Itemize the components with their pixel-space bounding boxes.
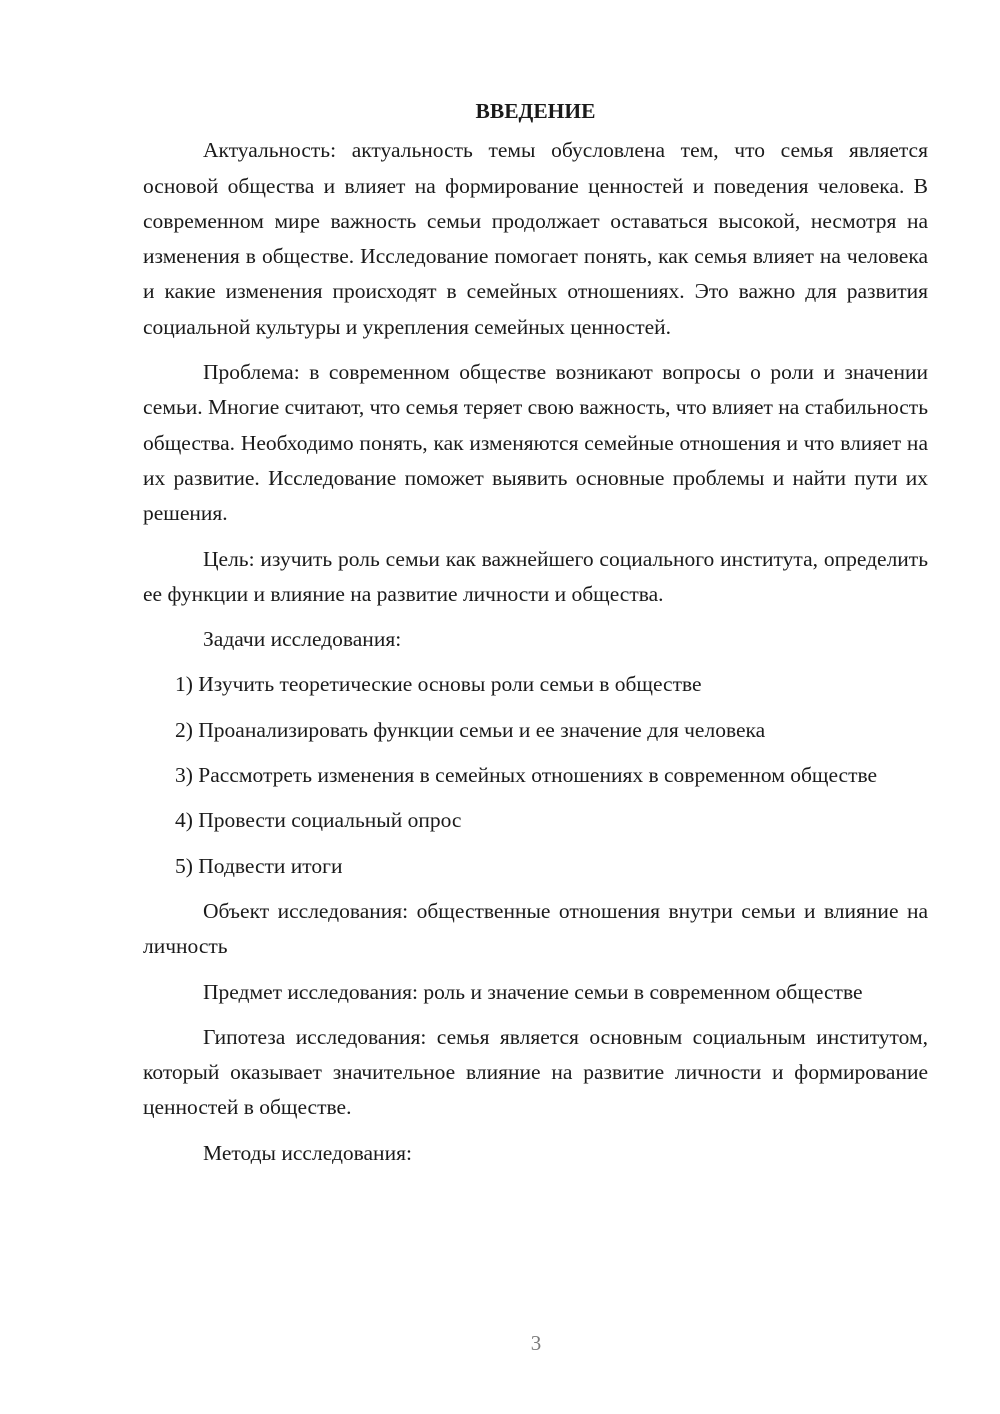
- paragraph-object: Объект исследования: общественные отношения внутри семьи и влияние на личность: [143, 898, 928, 959]
- tasks-heading: Задачи исследования:: [203, 627, 402, 652]
- paragraph-problem: Проблема: в современном обществе возникают вопросы о роли и значении семьи. Многие считают, что семья теряет свою важность, что влияет на стабильность общества. Необходимо понять, как изменяются семейные отношения и что влияет на их развитие. Исследование поможет выявить основные проблемы и найти пути их решения.: [143, 360, 928, 526]
- task-item-4: 4) Провести социальный опрос: [175, 808, 462, 833]
- paragraph-relevance: Актуальность: актуальность темы обусловлена тем, что семья является основой общества и влияет на формирование ценностей и поведения человека. В современном мире важность семьи продолжает оставаться высокой, несмотря на изменения в обществе. Исследование помогает понять, как семья влияет на человека и какие изменения происходят в семейных отношениях. Это важно для развития социальной культуры и укрепления семейных ценностей.: [143, 138, 928, 339]
- page-number: 3: [530, 1331, 542, 1355]
- paragraph-hypothesis: Гипотеза исследования: семья является основным социальным институтом, который оказывает значительное влияние на развитие личности и формирование ценностей в обществе.: [143, 1024, 928, 1120]
- task-item-2: 2) Проанализировать функции семьи и ее значение для человека: [175, 717, 766, 742]
- methods-heading: Методы исследования:: [203, 1140, 412, 1165]
- page-content: [143, 94, 928, 1181]
- paragraph-subject: Предмет исследования: роль и значение семьи в современном обществе: [203, 979, 863, 1004]
- task-item-3: 3) Рассмотреть изменения в семейных отношениях в современном обществе: [175, 763, 878, 788]
- task-item-1: 1) Изучить теоретические основы роли семьи в обществе: [175, 672, 702, 697]
- task-item-5: 5) Подвести итоги: [175, 853, 343, 878]
- paragraph-goal: Цель: изучить роль семьи как важнейшего социального института, определить ее функции и влияние на развитие личности и общества.: [143, 546, 928, 606]
- page-title: ВВЕДЕНИЕ: [475, 99, 596, 123]
